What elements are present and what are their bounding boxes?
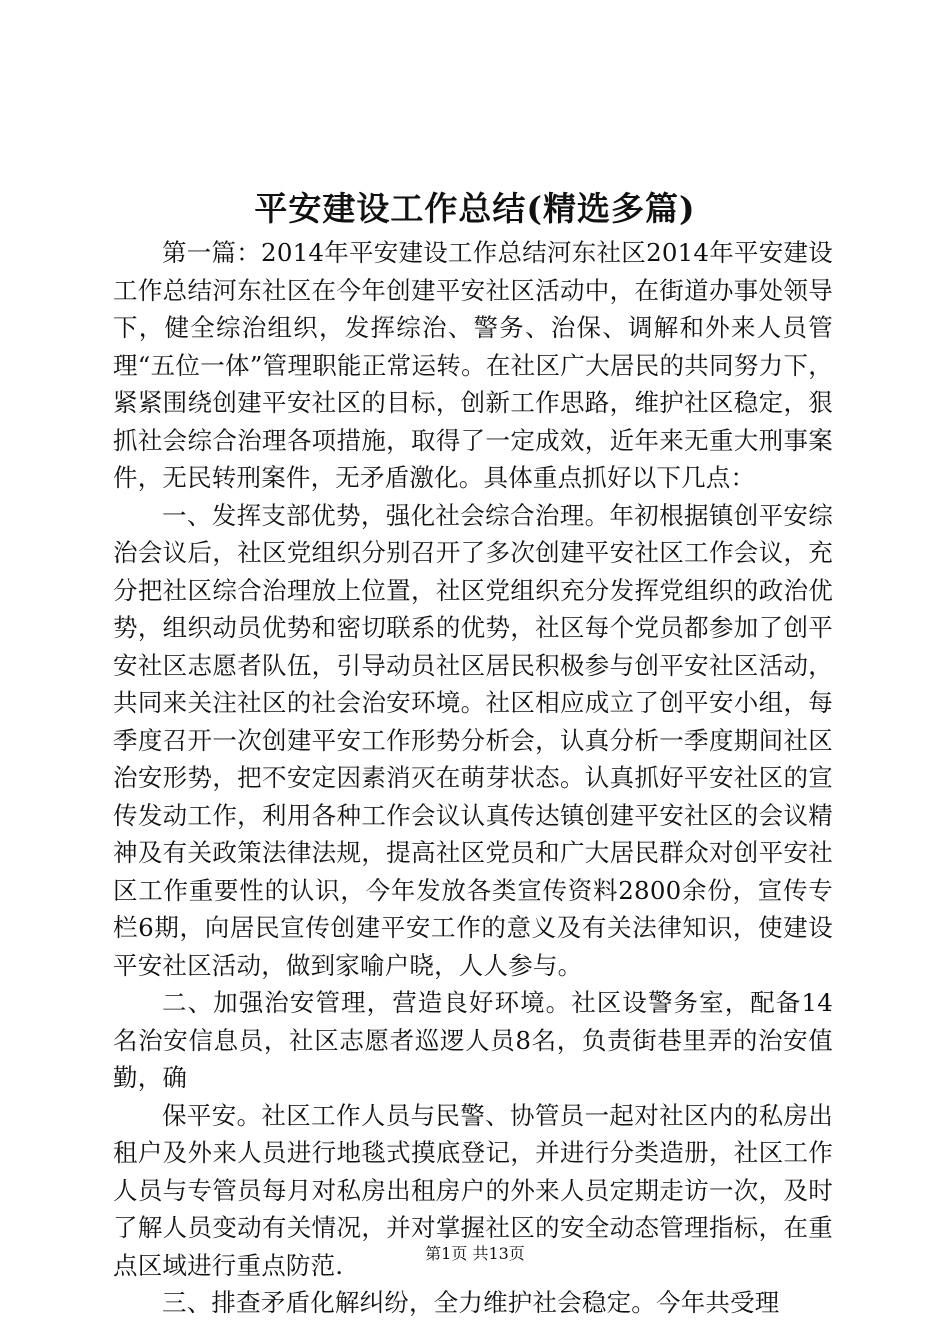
document-title: 平安建设工作总结(精选多篇) bbox=[254, 189, 696, 228]
paragraph-section-1: 一、发挥支部优势，强化社会综合治理。年初根据镇创平安综治会议后，社区党组织分别召开了多次创建平安社区工作会议，充分把社区综合治理放上位置，社区党组织充分发挥党组织的政治优势，组织动员优势和密切联系的优势，社区每个党员都参加了创平安社区志愿者队伍，引导动员社区居民积极参与创平安社区活动，共同来关注社区的社会治安环境。社区相应成立了创平安小组，每季度召开一次创建平安工作形势分析会，认真分析一季度期间社区治安形势，把不安定因素消灭在萌芽状态。认真抓好平安社区的宣传发动工作，利用各种工作会议认真传达镇创建平安社区的会议精神及有关政策法律法规，提高社区党员和广大居民群众对创平安社区工作重要性的认识，今年发放各类宣传资料2800余份，宣传专栏6期，向居民宣传创建平安工作的意义及有关法律知识，使建设平安社区活动，做到家喻户晓，人人参与。 bbox=[113, 500, 833, 980]
document-body bbox=[113, 234, 833, 1322]
paragraph-section-2: 二、加强治安管理，营造良好环境。社区设警务室，配备14名治安信息员，社区志愿者巡逻人员8名，负责街巷里弄的治安值勤，确 bbox=[113, 988, 833, 1092]
page-footer: 第1页 共13页 bbox=[425, 1244, 525, 1263]
paragraph-intro: 第一篇：2014年平安建设工作总结河东社区2014年平安建设工作总结河东社区在今年创建平安社区活动中，在街道办事处领导下，健全综治组织，发挥综治、警务、治保、调解和外来人员管理“五位一体”管理职能正常运转。在社区广大居民的共同努力下，紧紧围绕创建平安社区的目标，创新工作思路，维护社区稳定，狠抓社会综合治理各项措施，取得了一定成效，近年来无重大刑事案件，无民转刑案件，无矛盾激化。具体重点抓好以下几点： bbox=[113, 238, 833, 492]
paragraph-section-3: 三、排查矛盾化解纠纷，全力维护社会稳定。今年共受理 bbox=[162, 1288, 780, 1317]
paragraph-section-2-continued: 保平安。社区工作人员与民警、协管员一起对社区内的私房出租户及外来人员进行地毯式摸底登记，并进行分类造册，社区工作人员与专管员每月对私房出租房户的外来人员定期走访一次，及时了解人员变动有关情况，并对掌握社区的安全动态管理指标，在重点区域进行重点防范. bbox=[113, 1100, 833, 1280]
